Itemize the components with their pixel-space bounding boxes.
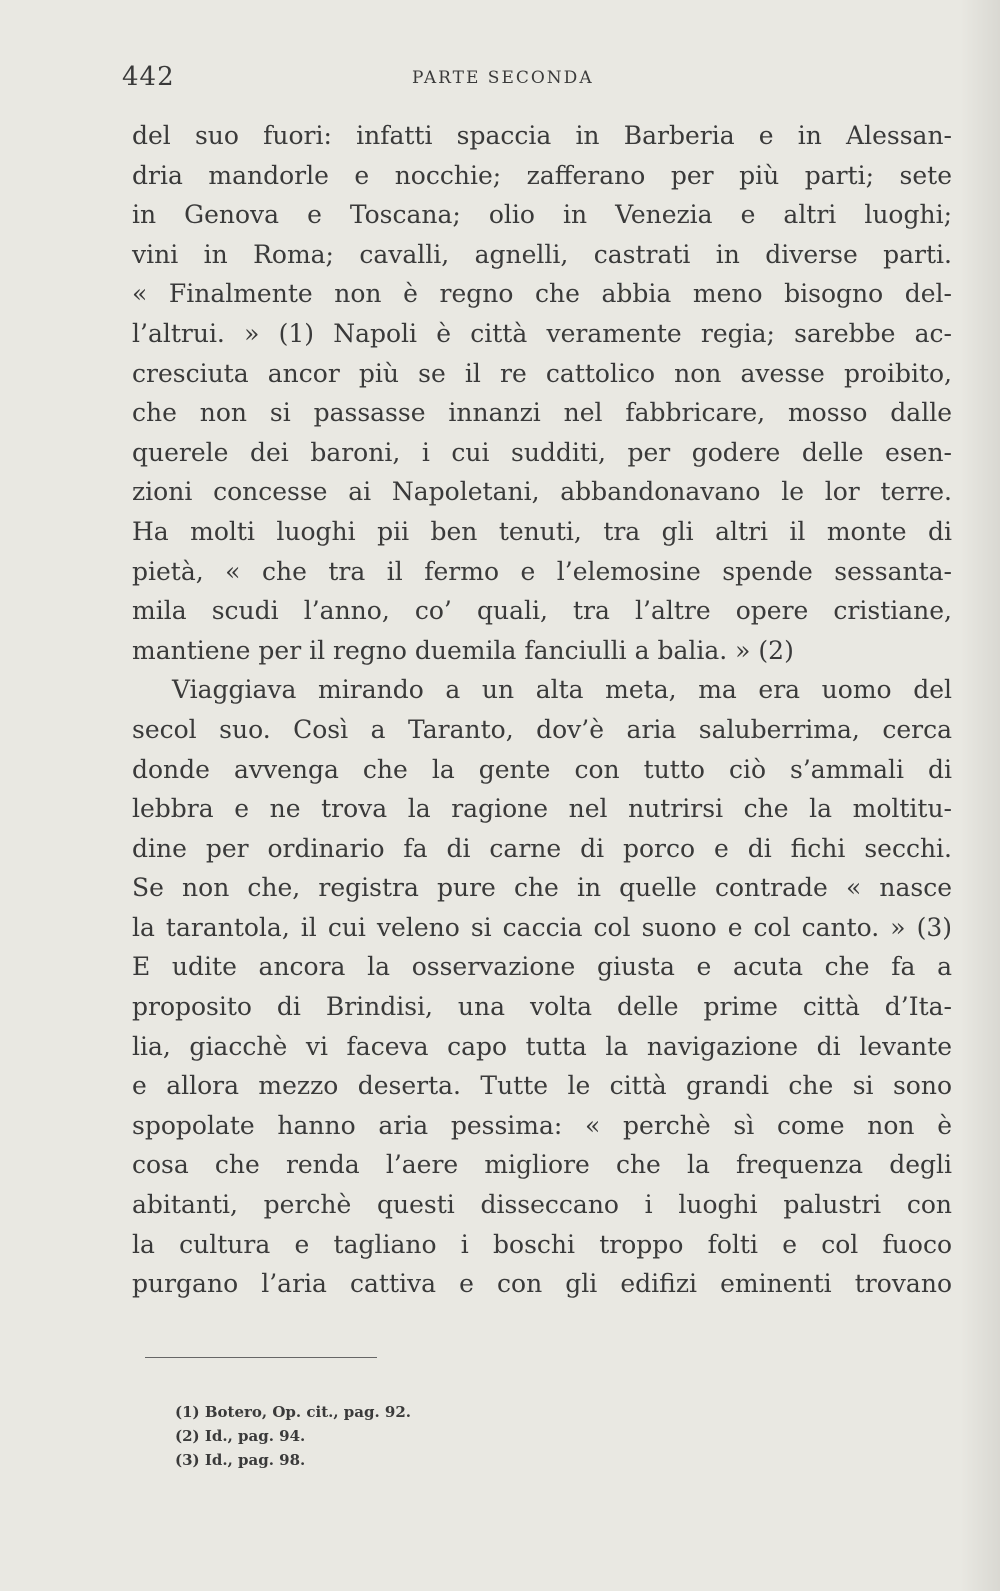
text-line: zioni concesse ai Napoletani, abbandonavano le lor terre. [132,477,952,507]
text-line: proposito di Brindisi, una volta delle prime città d’Ita- [132,992,952,1022]
text-line: mila scudi l’anno, co’ quali, tra l’altre opere cristiane, [132,596,952,626]
text-line: « Finalmente non è regno che abbia meno bisogno del- [132,279,952,309]
text-line: dine per ordinario fa di carne di porco e di fichi secchi. [132,833,952,863]
text-line: e allora mezzo deserta. Tutte le città grandi che si sono [132,1071,952,1101]
text-line: pietà, « che tra il fermo e l’elemosine spende sessanta- [132,556,952,586]
text-line: dria mandorle e nocchie; zafferano per più parti; sete [132,160,952,190]
text-line: lia, giacchè vi faceva capo tutta la navigazione di levante [132,1031,952,1061]
text-line: donde avvenga che la gente con tutto ciò s’ammali di [132,754,952,784]
text-line: querele dei baroni, i cui sudditi, per godere delle esen- [132,437,952,467]
footnote: (3) Id., pag. 98. [175,1451,306,1469]
text-line: Viaggiava mirando a un alta meta, ma era uomo del [172,675,952,705]
text-line: lebbra e ne trova la ragione nel nutrirsi che la moltitu- [132,794,952,824]
text-line: l’altrui. » (1) Napoli è città veramente regia; sarebbe ac- [132,318,952,348]
footnote: (2) Id., pag. 94. [175,1427,306,1445]
text-line: vini in Roma; cavalli, agnelli, castrati in diverse parti. [132,239,952,269]
text-line: cosa che renda l’aere migliore che la frequenza degli [132,1150,952,1180]
text-line: cresciuta ancor più se il re cattolico non avesse proibito, [132,358,952,388]
text-line: in Genova e Toscana; olio in Venezia e altri luoghi; [132,200,952,230]
page-header [122,62,952,102]
text-line: secol suo. Così a Taranto, dov’è aria saluberrima, cerca [132,714,952,744]
footnote: (1) Botero, Op. cit., pag. 92. [175,1403,412,1421]
text-line: E udite ancora la osservazione giusta e acuta che fa a [132,952,952,982]
text-line: spopolate hanno aria pessima: « perchè sì come non è [132,1110,952,1140]
footnote-divider [145,1357,377,1358]
text-line: Ha molti luoghi pii ben tenuti, tra gli altri il monte di [132,516,952,546]
text-line: abitanti, perchè questi disseccano i luoghi palustri con [132,1190,952,1220]
running-title: PARTE SECONDA [412,68,594,88]
footnotes [175,1400,675,1472]
text-line: mantiene per il regno duemila fanciulli a balia. » (2) [132,635,794,665]
text-line: purgano l’aria cattiva e con gli edifizi eminenti trovano [132,1269,952,1299]
text-line: Se non che, registra pure che in quelle contrade « nasce [132,873,952,903]
body-text [132,116,952,1304]
text-line: la cultura e tagliano i boschi troppo folti e col fuoco [132,1229,952,1259]
text-line: che non si passasse innanzi nel fabbricare, mosso dalle [132,398,952,428]
page-number: 442 [122,62,175,92]
text-line: del suo fuori: infatti spaccia in Barberia e in Alessan- [132,121,952,150]
text-line: la tarantola, il cui veleno si caccia col suono e col canto. » (3) [132,912,952,942]
page-edge-shadow [960,0,1000,1591]
